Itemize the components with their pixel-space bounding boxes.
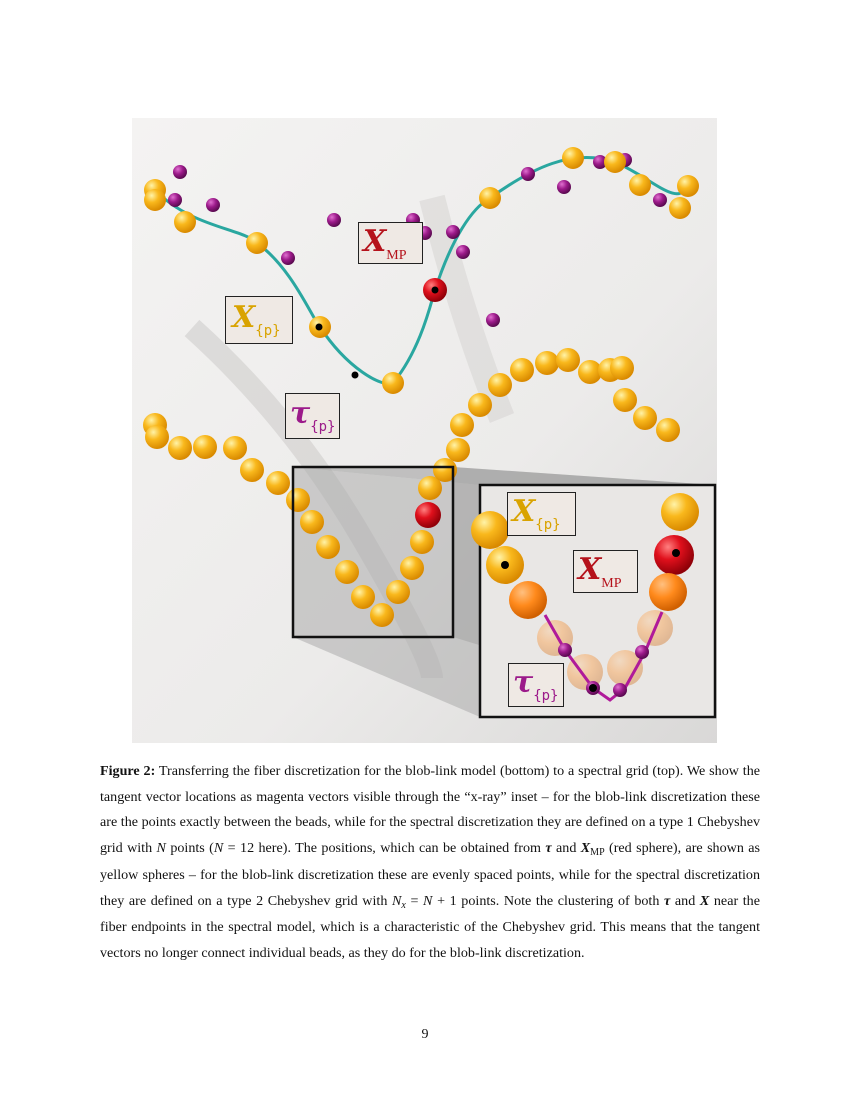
yellow-bead <box>471 511 509 549</box>
yellow-bead <box>468 393 492 417</box>
yellow-bead <box>316 535 340 559</box>
yellow-bead <box>144 189 166 211</box>
yellow-bead <box>145 425 169 449</box>
caption-text: near the fiber endpoints in the spectral model, which is a characteristic of the Chebyshev grid. This means that the tangent vectors no longer connect individual beads, as they do for the blob-link discretization. <box>100 892 760 961</box>
label-sub: {p} <box>255 323 281 339</box>
orange-bead <box>509 581 547 619</box>
yellow-bead <box>629 174 651 196</box>
tangent-marker <box>557 180 571 194</box>
yellow-bead <box>488 373 512 397</box>
math: X <box>699 892 710 909</box>
yellow-bead <box>556 348 580 372</box>
yellow-bead <box>193 435 217 459</box>
yellow-bead <box>168 436 192 460</box>
yellow-bead <box>370 603 394 627</box>
label-pointer-dot <box>501 561 509 569</box>
caption-text: = 12 here). The positions, which can be obtained from <box>223 840 546 857</box>
yellow-bead <box>286 488 310 512</box>
yellow-bead <box>400 556 424 580</box>
tangent-marker <box>521 167 535 181</box>
page-number: 9 <box>421 1027 429 1042</box>
math-sub: MP <box>590 847 605 859</box>
figure-caption <box>100 759 760 967</box>
caption-text: = <box>405 892 424 909</box>
orange-bead <box>649 573 687 611</box>
yellow-bead <box>174 211 196 233</box>
figure-2-image <box>132 118 717 743</box>
label-main: X <box>512 494 536 529</box>
yellow-bead <box>613 388 637 412</box>
tangent-marker <box>327 213 341 227</box>
label-pointer-dot <box>589 684 597 692</box>
caption-text: and <box>551 840 581 857</box>
tangent-marker <box>558 643 572 657</box>
tangent-marker <box>613 683 627 697</box>
yellow-bead <box>446 438 470 462</box>
yellow-bead <box>661 493 699 531</box>
yellow-bead <box>351 585 375 609</box>
tangent-marker <box>456 245 470 259</box>
caption-text: points ( <box>165 840 214 857</box>
label-x-mp-top <box>358 222 423 264</box>
tangent-marker <box>635 645 649 659</box>
tangent-marker <box>486 313 500 327</box>
math: N <box>391 892 402 909</box>
caption-text: Transferring the fiber discretization for the blob-link model (bottom) to a spectral grid (top). We show the tangent vector locations as magenta vectors visible through the “x-ray” inset – for the blob-link discretization these are the points exactly between the beads, while for the spectral discretization they are defined on a type 1 Chebyshev grid with <box>100 763 761 857</box>
yellow-bead <box>510 358 534 382</box>
math-sub: x <box>401 899 406 911</box>
tangent-marker <box>653 193 667 207</box>
tangent-marker <box>173 165 187 179</box>
yellow-bead <box>300 510 324 534</box>
yellow-bead <box>382 372 404 394</box>
tangent-marker <box>168 193 182 207</box>
yellow-bead <box>246 232 268 254</box>
yellow-bead <box>633 406 657 430</box>
tangent-marker <box>446 225 460 239</box>
yellow-bead <box>335 560 359 584</box>
label-main: τ <box>290 396 311 431</box>
caption-text: (red sphere), are shown as yellow spheres – for the blob-link discretization these are evenly spaced points, while for the spectral discretization they are defined on a type 2 Chebyshev grid with <box>100 840 760 909</box>
yellow-bead <box>610 356 634 380</box>
label-x-p-top <box>225 296 293 344</box>
math: X <box>580 840 591 857</box>
tangent-marker <box>281 251 295 265</box>
label-sub: {p} <box>535 517 561 533</box>
label-pointer-dot <box>316 324 323 331</box>
label-pointer-dot <box>352 372 359 379</box>
yellow-bead <box>656 418 680 442</box>
math: N <box>213 840 224 857</box>
yellow-bead <box>410 530 434 554</box>
label-sub: MP <box>601 576 622 591</box>
math: τ <box>664 892 671 909</box>
yellow-bead <box>562 147 584 169</box>
yellow-bead <box>450 413 474 437</box>
math: N <box>156 840 166 857</box>
fiber-render <box>132 118 717 743</box>
label-x-p-inset <box>507 492 576 536</box>
red-midpoint-bead <box>415 502 441 528</box>
label-tau-p-top <box>285 393 340 439</box>
yellow-bead <box>479 187 501 209</box>
label-sub: MP <box>386 248 407 263</box>
yellow-bead <box>669 197 691 219</box>
label-main: X <box>232 300 256 335</box>
caption-text: + 1 points. Note the clustering of both <box>432 892 664 909</box>
caption-label: Figure 2: <box>100 763 156 779</box>
yellow-bead <box>677 175 699 197</box>
label-main: X <box>578 552 602 587</box>
yellow-bead <box>240 458 264 482</box>
yellow-bead <box>223 436 247 460</box>
label-pointer-dot <box>432 287 439 294</box>
yellow-bead <box>604 151 626 173</box>
tangent-marker <box>206 198 220 212</box>
math: τ <box>545 840 552 857</box>
math: N <box>423 892 433 909</box>
yellow-bead <box>535 351 559 375</box>
yellow-bead <box>386 580 410 604</box>
label-tau-p-inset <box>508 663 564 707</box>
yellow-bead <box>266 471 290 495</box>
label-sub: {p} <box>533 688 559 704</box>
label-main: τ <box>513 665 534 700</box>
label-sub: {p} <box>310 419 336 435</box>
label-pointer-dot <box>672 549 680 557</box>
label-main: X <box>363 224 387 259</box>
caption-text: and <box>670 892 700 909</box>
label-x-mp-inset <box>573 550 638 593</box>
